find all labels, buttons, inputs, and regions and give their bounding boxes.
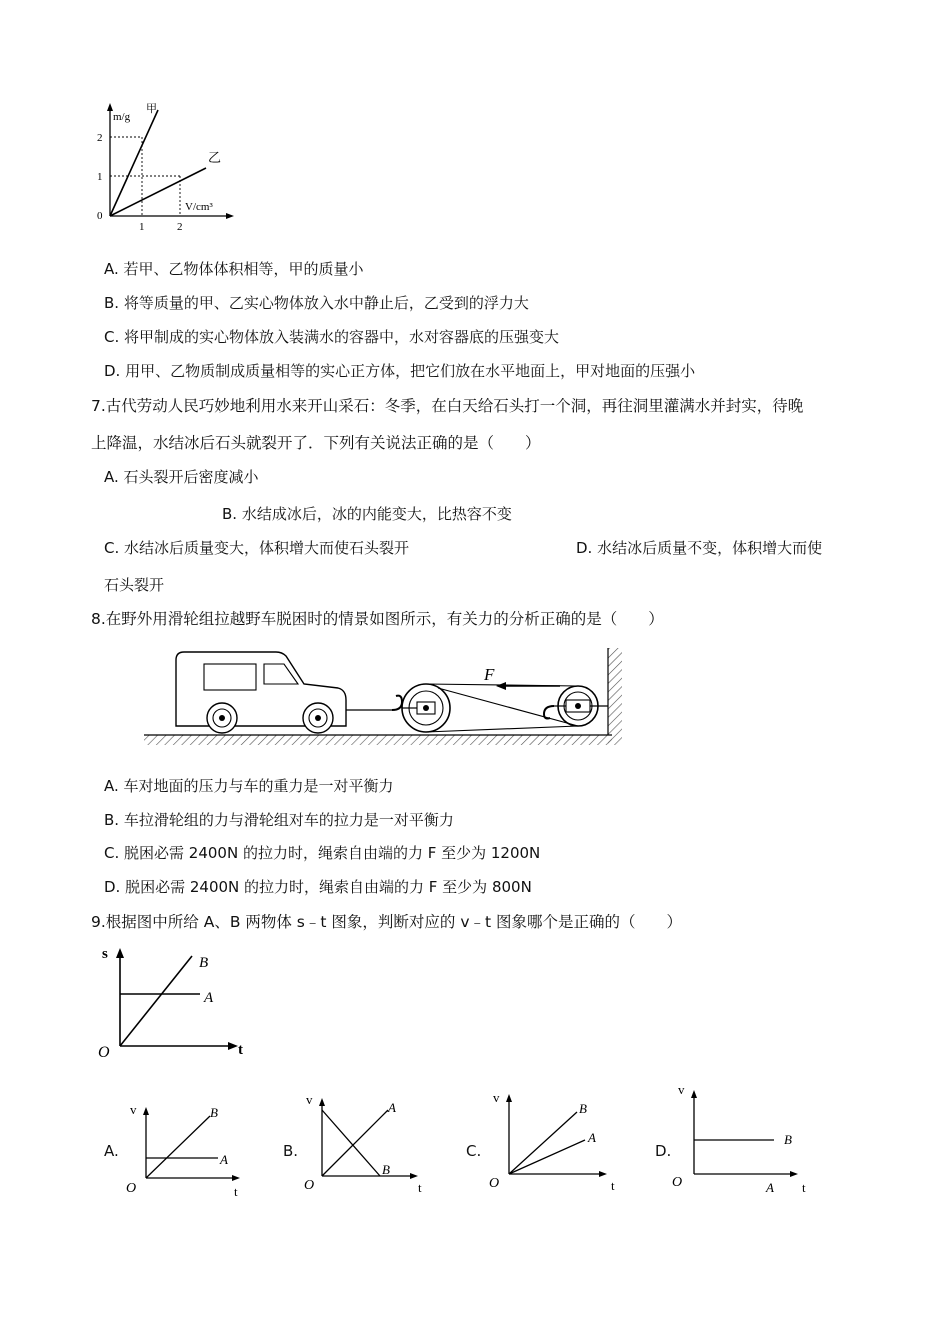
q6-option-c[interactable]: C. 将甲制成的实心物体放入装满水的容器中，水对容器底的压强变大 (104, 328, 560, 346)
q9-choice-c-graph[interactable] (485, 1082, 621, 1196)
line-jia-label: 甲 (146, 103, 157, 115)
q9-choice-c-letter[interactable]: C. (466, 1142, 482, 1160)
st-y-axis-label: s (102, 946, 108, 962)
q9-choice-d-letter[interactable]: D. (655, 1142, 672, 1160)
x-tick-1: 1 (139, 221, 145, 233)
choice-c-label-b: B (579, 1101, 587, 1116)
q7-option-a[interactable]: A. 石头裂开后密度减小 (104, 468, 259, 486)
q7-option-d[interactable]: D. 水结冰后质量不变，体积增大而使 (576, 539, 823, 557)
q7-stem-line2: 上降温，水结冰后石头就裂开了．下列有关说法正确的是（ ） (91, 434, 541, 452)
q7-option-d-continued[interactable]: 石头裂开 (104, 576, 165, 594)
choice-b-y-axis-label: v (306, 1092, 313, 1107)
line-jia (110, 110, 158, 216)
st-graph (92, 940, 257, 1065)
choice-a-label-b: B (210, 1105, 218, 1120)
choice-d-y-axis-label: v (678, 1082, 685, 1097)
choice-d-label-a: A (766, 1180, 774, 1195)
choice-d-label-b: B (784, 1132, 792, 1147)
choice-b-origin-label: O (304, 1178, 315, 1193)
line-yi-label: 乙 (208, 150, 222, 165)
q8-stem: 8.在野外用滑轮组拉越野车脱困时的情景如图所示，有关力的分析正确的是（ ） (91, 610, 664, 628)
choice-b-label-b: B (382, 1162, 390, 1177)
q7-option-c[interactable]: C. 水结冰后质量变大，体积增大而使石头裂开 (104, 539, 410, 557)
q9-choice-a-graph[interactable] (122, 1098, 252, 1202)
q9-choice-b-letter[interactable]: B. (283, 1142, 299, 1160)
q8-option-b[interactable]: B. 车拉滑轮组的力与滑轮组对车的拉力是一对平衡力 (104, 811, 454, 829)
ground (144, 735, 612, 745)
choice-b-label-a: A (388, 1100, 396, 1115)
q6-option-d[interactable]: D. 用甲、乙物质制成质量相等的实心正方体，把它们放在水平地面上，甲对地面的压强小 (104, 362, 696, 380)
st-x-axis-label: t (238, 1042, 243, 1058)
pulley-car-figure (140, 642, 650, 756)
choice-d-x-axis-label: t (802, 1180, 806, 1195)
car-window (204, 664, 256, 690)
q8-option-a[interactable]: A. 车对地面的压力与车的重力是一对平衡力 (104, 777, 394, 795)
q8-option-c[interactable]: C. 脱困必需 2400N 的拉力时，绳索自由端的力 F 至少为 1200N (104, 844, 541, 862)
choice-a-origin-label: O (126, 1181, 137, 1196)
y-axis-label: m/g (113, 111, 131, 123)
moving-pulley (402, 684, 450, 732)
car-front-wheel (303, 703, 333, 733)
q9-choice-d-graph[interactable] (668, 1076, 813, 1198)
st-line-b-label: B (199, 955, 209, 971)
q8-option-d[interactable]: D. 脱困必需 2400N 的拉力时，绳索自由端的力 F 至少为 800N (104, 878, 532, 896)
q6-option-a[interactable]: A. 若甲、乙物体体积相等，甲的质量小 (104, 260, 364, 278)
choice-c-y-axis-label: v (493, 1090, 500, 1105)
choice-c-origin-label: O (489, 1176, 500, 1191)
choice-b-x-axis-label: t (418, 1180, 422, 1195)
choice-c-x-axis-label: t (611, 1178, 615, 1193)
mass-volume-graph (88, 98, 238, 238)
q7-option-b[interactable]: B. 水结成冰后，冰的内能变大，比热容不变 (222, 505, 512, 523)
choice-a-label-a: A (220, 1152, 228, 1167)
x-tick-2: 2 (177, 221, 183, 233)
y-tick-2: 2 (97, 132, 103, 144)
x-axis-label: V/cm³ (185, 201, 213, 213)
st-line-b (120, 956, 192, 1046)
choice-c-label-a: A (588, 1130, 596, 1145)
wall (608, 648, 622, 745)
q7-stem-line1: 7.古代劳动人民巧妙地利用水来开山采石：冬季，在白天给石头打一个洞，再往洞里灌满水并封实，待晚 (91, 397, 804, 415)
choice-a-x-axis-label: t (234, 1184, 238, 1199)
q9-choice-b-graph[interactable] (300, 1088, 434, 1198)
st-line-a-label: A (204, 990, 214, 1006)
q9-choice-a-letter[interactable]: A. (104, 1142, 119, 1160)
y-tick-1: 1 (97, 171, 103, 183)
q9-stem: 9.根据图中所给 A、B 两物体 s﹣t 图象，判断对应的 v﹣t 图象哪个是正确的（ ） (91, 913, 682, 931)
origin-label: 0 (97, 210, 103, 222)
force-label: F (484, 665, 495, 684)
q6-option-b[interactable]: B. 将等质量的甲、乙实心物体放入水中静止后，乙受到的浮力大 (104, 294, 529, 312)
choice-a-y-axis-label: v (130, 1102, 137, 1117)
choice-d-origin-label: O (672, 1175, 683, 1190)
car-rear-wheel (207, 703, 237, 733)
st-origin-label: O (98, 1044, 110, 1061)
